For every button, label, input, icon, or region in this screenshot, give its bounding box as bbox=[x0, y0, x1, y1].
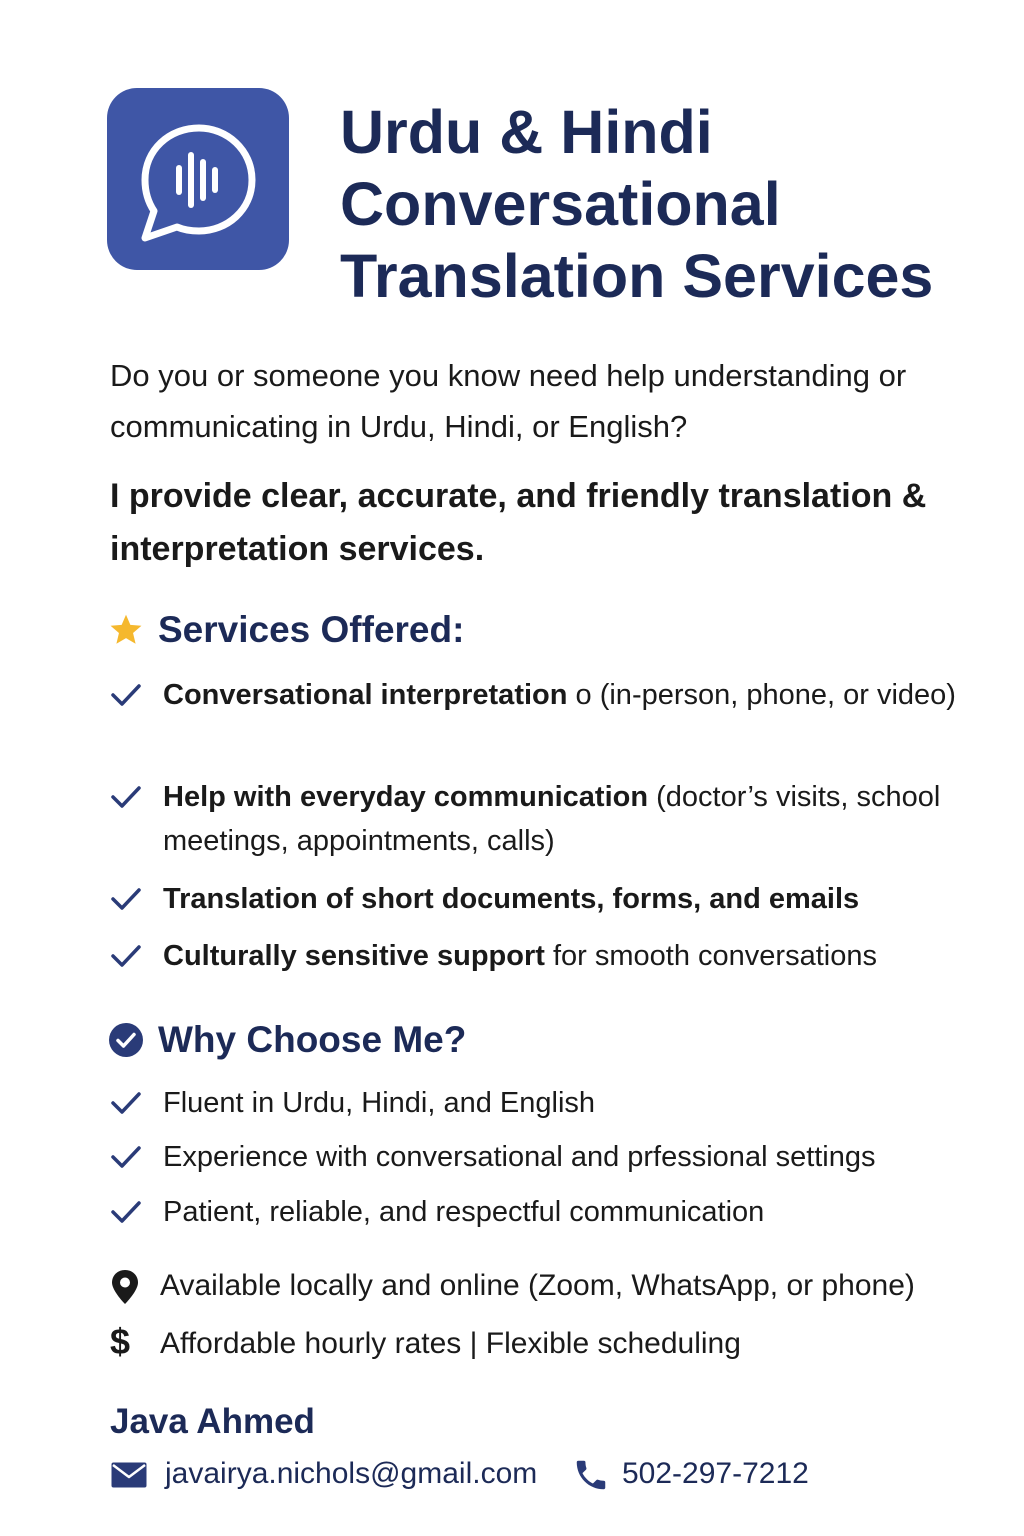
check-icon bbox=[110, 783, 142, 811]
location-text: Available locally and online (Zoom, WhatsApp, or phone) bbox=[160, 1269, 915, 1302]
check-icon bbox=[110, 1143, 142, 1171]
email-link[interactable]: javairya.nichols@gmail.com bbox=[165, 1457, 538, 1490]
list-item bbox=[110, 1190, 990, 1234]
list-item bbox=[110, 673, 990, 717]
item-rest: (doctor’s visits, school meetings, appointments, calls) bbox=[163, 781, 941, 857]
check-icon bbox=[110, 1089, 142, 1117]
phone-contact[interactable] bbox=[572, 1452, 832, 1496]
list-item bbox=[110, 775, 990, 863]
phone-number[interactable]: 502-297-7212 bbox=[622, 1457, 809, 1490]
email-contact[interactable] bbox=[110, 1452, 560, 1496]
item-bold: Help with everyday communication bbox=[163, 781, 649, 813]
services-title: Services Offered: bbox=[158, 609, 465, 650]
title-line-3: Translation Services bbox=[340, 242, 934, 310]
dollar-icon: $ bbox=[110, 1321, 131, 1362]
check-circle-icon bbox=[108, 1022, 144, 1058]
check-icon bbox=[110, 942, 142, 970]
check-icon bbox=[110, 681, 142, 709]
page-title bbox=[340, 96, 1000, 312]
location-line bbox=[110, 1264, 1010, 1308]
item-rest: for smooth conversations bbox=[544, 940, 877, 972]
check-icon bbox=[110, 885, 142, 913]
envelope-icon bbox=[110, 1461, 148, 1489]
item-rest: o (in-person, phone, or video) bbox=[567, 679, 956, 711]
list-item bbox=[110, 877, 990, 921]
item-text: Experience with conversational and prfessional settings bbox=[163, 1141, 876, 1173]
title-line-1: Urdu & Hindi bbox=[340, 98, 713, 166]
contact-name: Java Ahmed bbox=[110, 1402, 315, 1441]
rates-line bbox=[110, 1322, 1010, 1366]
item-text: Fluent in Urdu, Hindi, and English bbox=[163, 1087, 596, 1119]
item-text: Patient, reliable, and respectful communication bbox=[163, 1196, 765, 1228]
star-icon bbox=[108, 612, 144, 648]
why-title: Why Choose Me? bbox=[158, 1019, 467, 1060]
rates-text: Affordable hourly rates | Flexible scheduling bbox=[160, 1327, 741, 1360]
location-pin-icon bbox=[110, 1269, 140, 1305]
check-icon bbox=[110, 1198, 142, 1226]
item-bold: Conversational interpretation bbox=[163, 679, 568, 711]
speech-bubble-soundwave-icon bbox=[107, 88, 289, 270]
intro-statement: I provide clear, accurate, and friendly translation & interpretation services. bbox=[110, 477, 927, 568]
list-item bbox=[110, 1081, 990, 1125]
item-bold: Culturally sensitive support bbox=[163, 940, 545, 972]
phone-icon bbox=[572, 1456, 610, 1494]
title-line-2: Conversational bbox=[340, 170, 781, 238]
item-bold: Translation of short documents, forms, and emails bbox=[163, 883, 860, 915]
list-item bbox=[110, 934, 990, 978]
intro-question: Do you or someone you know need help understanding or communicating in Urdu, Hindi, or English? bbox=[110, 358, 907, 444]
list-item bbox=[110, 1135, 990, 1179]
